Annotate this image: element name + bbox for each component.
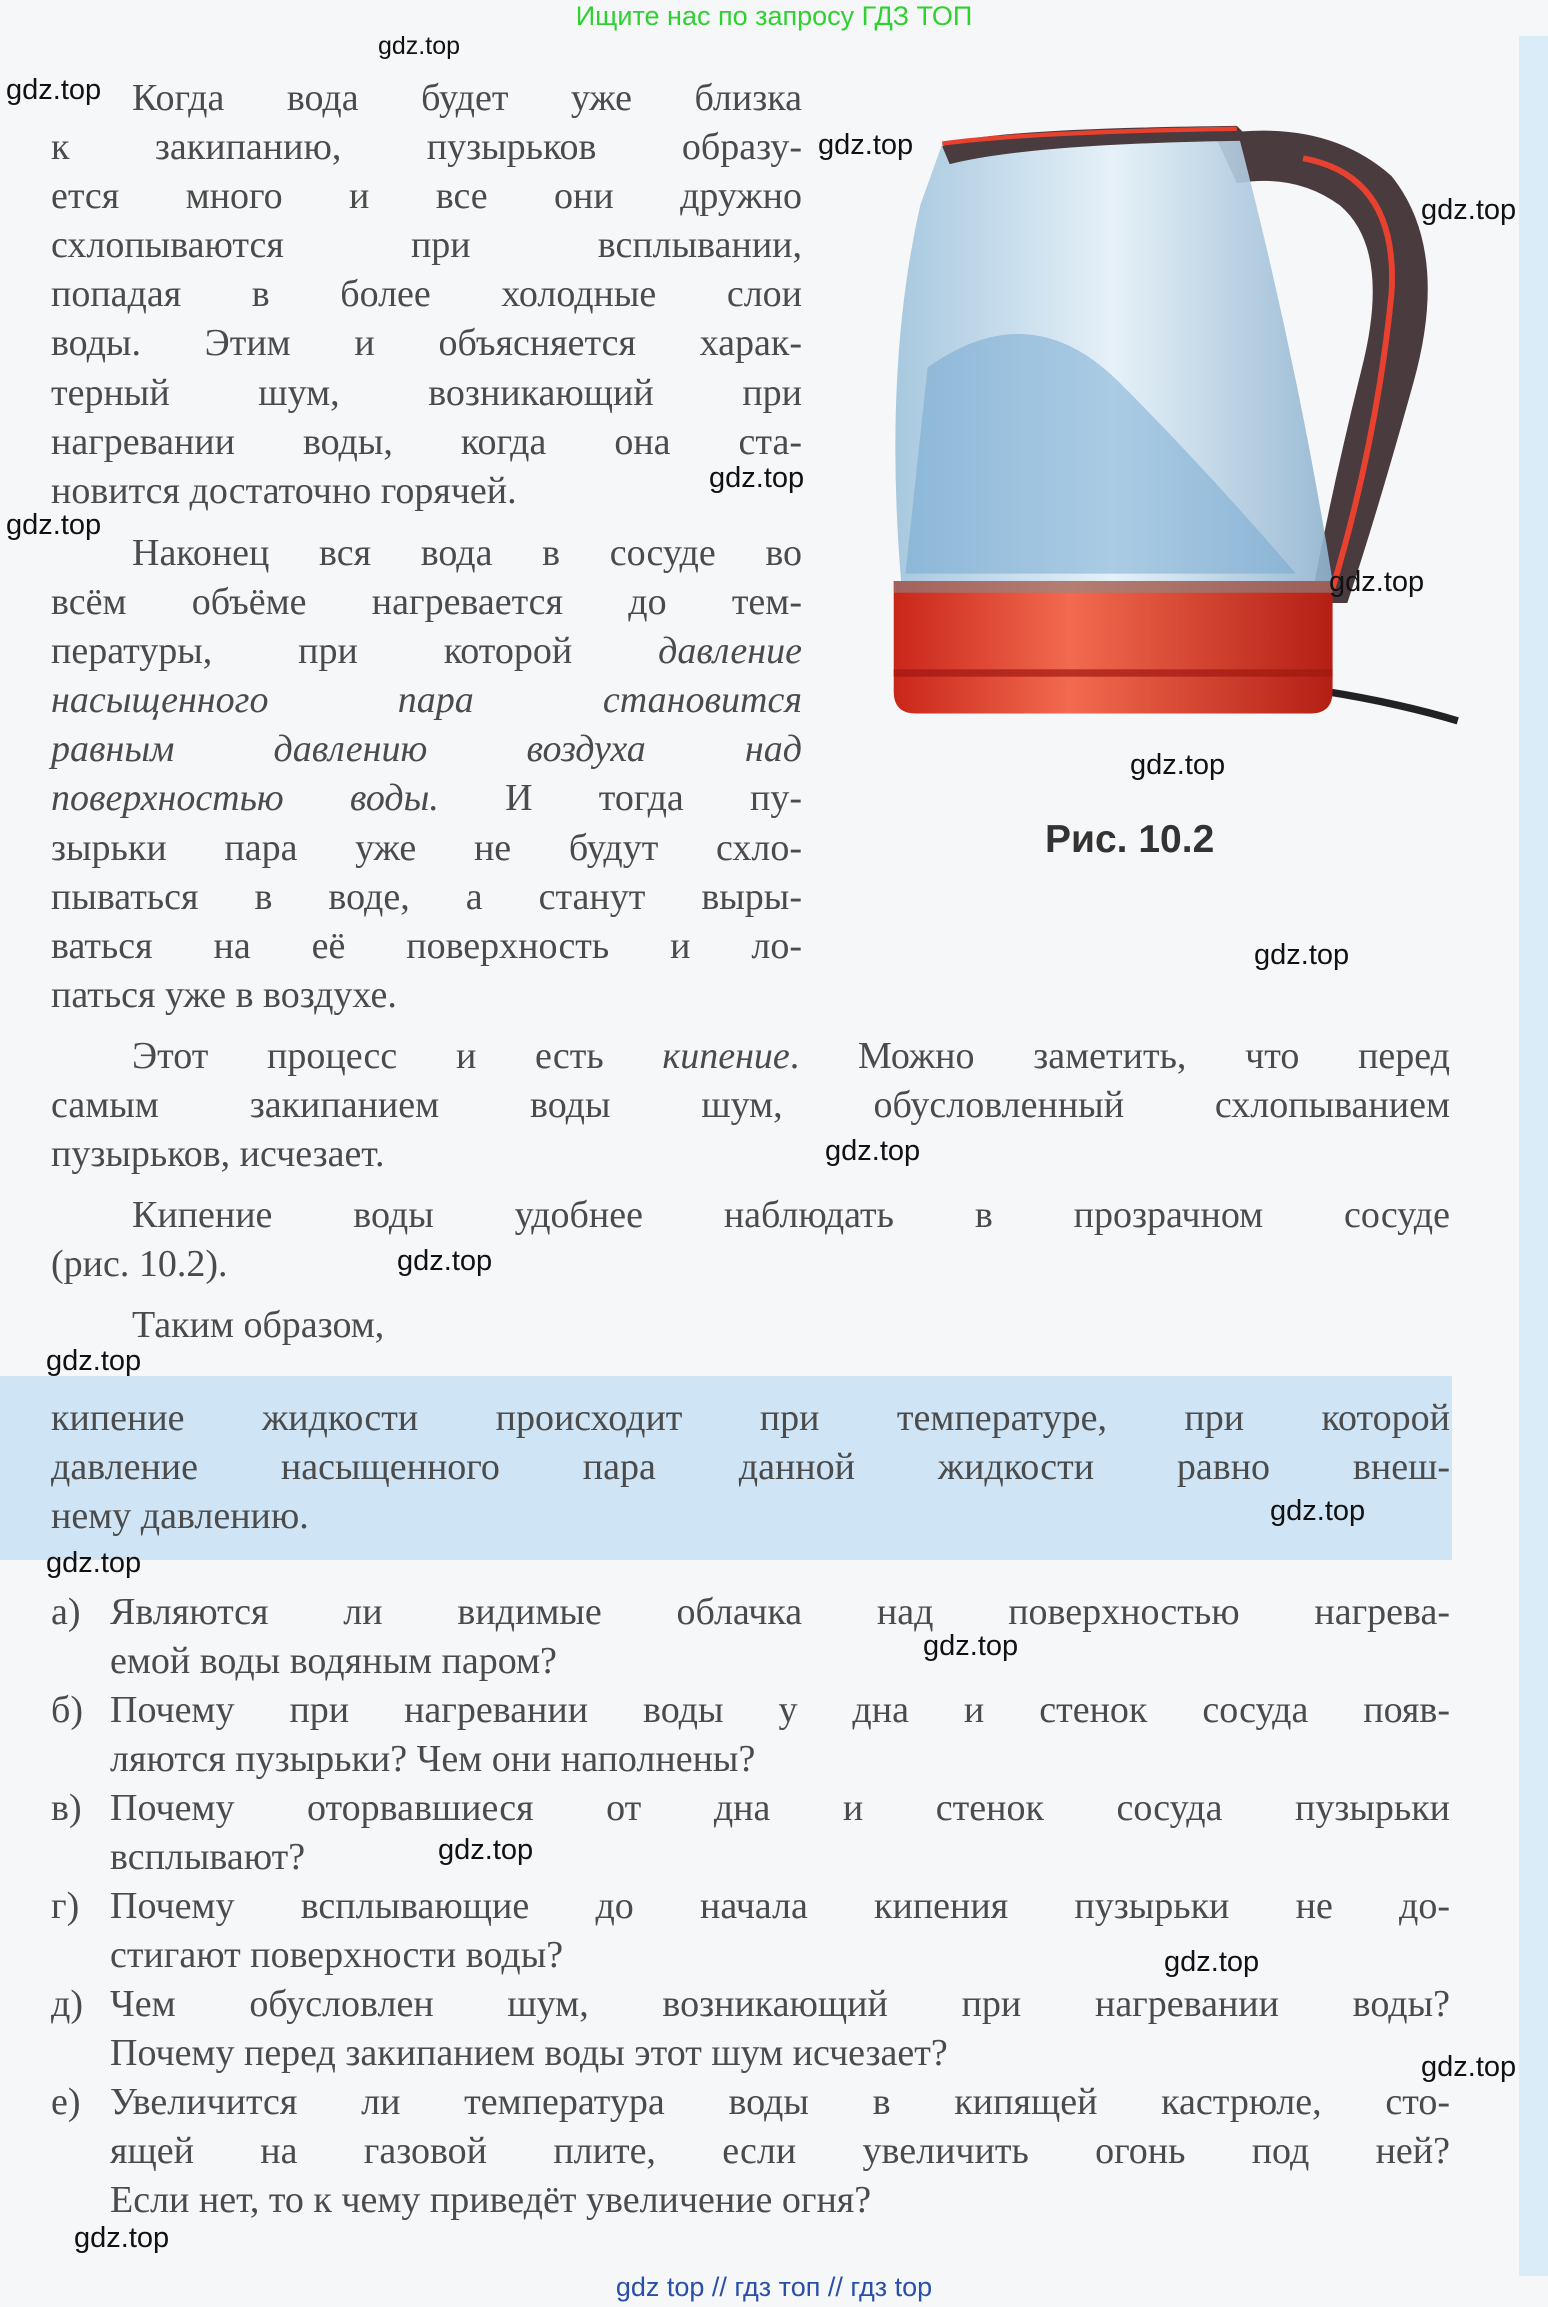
text-line: нему давлению.: [51, 1495, 309, 1538]
italic-term: кипение: [662, 1035, 790, 1077]
text-line: [51, 676, 802, 725]
text-line: [51, 627, 802, 676]
text-line: Когда вода будет уже близка: [132, 77, 802, 119]
watermark-link[interactable]: gdz.top: [709, 462, 805, 494]
question-item: [51, 1784, 1450, 1882]
text-line: новится достаточно горячей.: [51, 469, 517, 512]
paragraph: [51, 1301, 1450, 1350]
question-text-line: Являются ли видимые облачка над поверхностью нагрева-: [110, 1591, 1450, 1633]
text-line: схлопываются при всплывании,: [51, 224, 802, 267]
text-segment: И тогда пу-: [438, 777, 802, 820]
question-text-line: Почему перед закипанием воды этот шум исчезает?: [110, 2032, 948, 2075]
text-line: [51, 1032, 1450, 1081]
text-line: паться уже в воздухе.: [51, 973, 397, 1016]
paragraph: [51, 74, 805, 516]
text-line: ется много и все они дружно: [51, 175, 802, 218]
italic-term: насыщенного пара становится: [51, 679, 802, 722]
watermark-link[interactable]: gdz.top: [1254, 939, 1350, 971]
text-line: [51, 774, 802, 823]
text-line: воды. Этим и объясняется харак-: [51, 322, 802, 365]
question-text-line: Почему всплывающие до начала кипения пузырьки не до-: [110, 1885, 1450, 1927]
question-label: б): [51, 1689, 83, 1731]
footer-links[interactable]: gdz top // гдз топ // гдз top: [615, 2272, 933, 2302]
text-line: попадая в более холодные слои: [51, 273, 802, 316]
text-line: [51, 725, 802, 774]
question-text-line: Увеличится ли температура воды в кипящей кастрюле, сто-: [110, 2081, 1450, 2123]
text-line: терный шум, возникающий при: [51, 371, 802, 414]
paragraph: [51, 529, 802, 1020]
text-line: (рис. 10.2).: [51, 1243, 228, 1286]
text-line: зырьки пара уже не будут схло-: [51, 826, 802, 869]
question-text-line: Чем обусловлен шум, возникающий при нагревании воды?: [110, 1983, 1450, 2025]
text-line: Наконец вся вода в сосуде во: [132, 532, 802, 574]
figure-caption: Рис. 10.2: [1045, 818, 1215, 861]
question-item: [51, 1588, 1450, 1686]
kettle-cord: [1325, 691, 1458, 720]
page-edge-strip: [1519, 36, 1548, 2276]
text-segment: Этот процесс и есть: [132, 1035, 663, 1077]
text-line: Кипение воды удобнее наблюдать в прозрачном сосуде: [132, 1194, 1450, 1236]
text-line: всём объёме нагревается до тем-: [51, 581, 802, 624]
watermark-link[interactable]: gdz.top: [1130, 749, 1226, 781]
question-text-line: Почему при нагревании воды у дна и стенок сосуда появ-: [110, 1689, 1450, 1731]
paragraph: [51, 1191, 1450, 1289]
text-segment: . Можно заметить, что перед: [789, 1035, 1450, 1077]
question-item: [51, 1686, 1450, 1784]
watermark-link[interactable]: gdz.top: [923, 1630, 1019, 1662]
question-text-line: ляются пузырьки? Чем они наполнены?: [110, 1738, 756, 1781]
text-line: к закипанию, пузырьков образу-: [51, 126, 802, 169]
boiling-definition: [51, 1394, 1450, 1541]
watermark-link[interactable]: gdz.top: [1421, 194, 1517, 226]
watermark-link[interactable]: gdz.top: [397, 1245, 493, 1277]
text-line: Таким образом,: [132, 1304, 385, 1346]
watermark-link[interactable]: gdz.top: [1164, 1946, 1260, 1978]
question-label: в): [51, 1787, 82, 1829]
text-line: нагревании воды, когда она ста-: [51, 420, 802, 463]
question-label: а): [51, 1591, 81, 1633]
watermark-link[interactable]: gdz.top: [46, 1547, 142, 1579]
italic-term: равным давлению воздуха над: [51, 728, 802, 771]
text-segment: пературы, при которой: [51, 630, 659, 673]
question-item: [51, 2078, 1450, 2225]
question-label: е): [51, 2081, 81, 2123]
watermark-link[interactable]: gdz.top: [6, 74, 102, 106]
text-line: самым закипанием воды шум, обусловленный схлопыванием: [51, 1084, 1450, 1127]
text-line: пузырьков, исчезает.: [51, 1133, 385, 1176]
text-line: ваться на её поверхность и ло-: [51, 924, 802, 967]
text-line: кипение жидкости происходит при температуре, при которой: [51, 1397, 1450, 1439]
question-label: д): [51, 1983, 83, 2025]
watermark-link[interactable]: gdz.top: [6, 509, 102, 541]
kettle-illustration: [880, 120, 1470, 740]
watermark-link[interactable]: gdz.top: [1421, 2051, 1517, 2083]
question-text-line: стигают поверхности воды?: [110, 1934, 564, 1977]
watermark-link[interactable]: gdz.top: [378, 32, 461, 60]
question-label: г): [51, 1885, 80, 1927]
text-line: пываться в воде, а станут выры-: [51, 875, 802, 918]
search-banner[interactable]: Ищите нас по запросу ГДЗ ТОП: [575, 1, 973, 31]
question-text-line: Если нет, то к чему приведёт увеличение огня?: [110, 2179, 872, 2222]
italic-term: поверхностью воды.: [51, 777, 439, 820]
italic-term: давление: [658, 630, 802, 673]
watermark-link[interactable]: gdz.top: [825, 1135, 921, 1167]
question-item: [51, 1980, 1450, 2078]
question-text-line: всплывают?: [110, 1836, 306, 1879]
paragraph: [51, 1032, 1450, 1179]
watermark-link[interactable]: gdz.top: [74, 2222, 170, 2254]
question-text-line: емой воды водяным паром?: [110, 1640, 557, 1683]
kettle-base: [894, 581, 1333, 714]
question-text-line: Почему оторвавшиеся от дна и стенок сосуда пузырьки: [110, 1787, 1450, 1829]
watermark-link[interactable]: gdz.top: [438, 1834, 534, 1866]
watermark-link[interactable]: gdz.top: [1329, 566, 1425, 598]
watermark-link[interactable]: gdz.top: [818, 129, 914, 161]
watermark-link[interactable]: gdz.top: [1270, 1495, 1366, 1527]
question-text-line: ящей на газовой плите, если увеличить огонь под ней?: [110, 2130, 1450, 2173]
text-line: давление насыщенного пара данной жидкости равно внеш-: [51, 1446, 1450, 1489]
watermark-link[interactable]: gdz.top: [46, 1345, 142, 1377]
